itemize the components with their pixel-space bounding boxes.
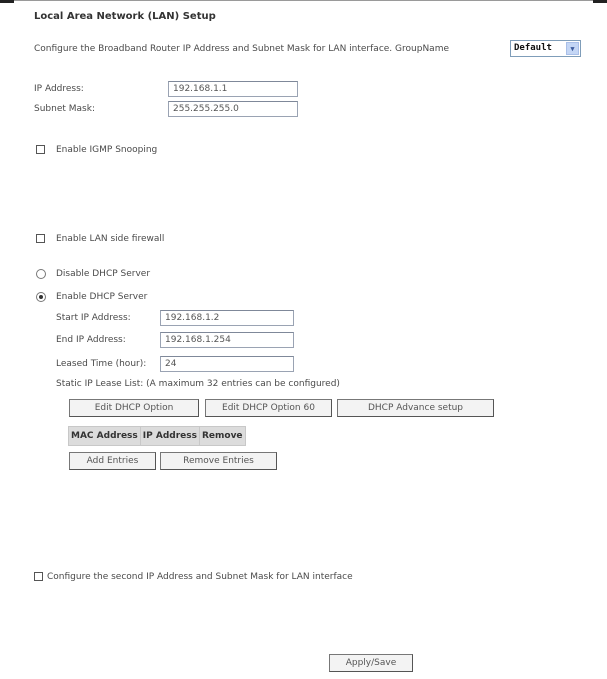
ip-address-input[interactable]: 192.168.1.1: [168, 81, 298, 97]
static-lease-text: Static IP Lease List: (A maximum 32 entries can be configured): [56, 379, 340, 389]
disable-dhcp-label: Disable DHCP Server: [56, 269, 151, 279]
leased-time-label: Leased Time (hour):: [56, 359, 147, 369]
start-ip-label: Start IP Address:: [56, 313, 131, 323]
start-ip-input[interactable]: 192.168.1.2: [160, 310, 294, 326]
group-name-value: Default: [514, 43, 552, 53]
page-description: [34, 44, 449, 54]
radio-selected-dot: [39, 295, 43, 299]
remove-entries-button[interactable]: Remove Entries: [160, 452, 277, 470]
group-name-select[interactable]: [510, 40, 581, 57]
igmp-snooping-label: Enable IGMP Snooping: [56, 145, 158, 155]
edit-dhcp-option60-button[interactable]: Edit DHCP Option 60: [205, 399, 332, 417]
second-ip-checkbox[interactable]: [34, 572, 43, 581]
end-ip-label: End IP Address:: [56, 335, 126, 345]
subnet-mask-input[interactable]: 255.255.255.0: [168, 101, 298, 117]
top-left-corner-mark: [0, 0, 14, 3]
second-ip-label: Configure the second IP Address and Subnet Mask for LAN interface: [47, 572, 353, 582]
group-name-label: GroupName: [395, 44, 449, 54]
top-divider: [0, 0, 607, 1]
add-entries-button[interactable]: Add Entries: [69, 452, 156, 470]
chevron-down-icon[interactable]: ▼: [566, 42, 579, 55]
ip-address-label: IP Address:: [34, 84, 84, 94]
lan-firewall-checkbox[interactable]: [36, 234, 45, 243]
apply-save-button[interactable]: Apply/Save: [329, 654, 413, 672]
remove-header: Remove: [200, 427, 245, 445]
static-lease-table: [68, 426, 246, 446]
ip-address-header: IP Address: [141, 427, 199, 445]
page-title: Local Area Network (LAN) Setup: [34, 11, 216, 22]
end-ip-input[interactable]: 192.168.1.254: [160, 332, 294, 348]
mac-address-header: MAC Address: [69, 427, 140, 445]
description-text: Configure the Broadband Router IP Address and Subnet Mask for LAN interface.: [34, 44, 393, 54]
enable-dhcp-label: Enable DHCP Server: [56, 292, 148, 302]
leased-time-input[interactable]: 24: [160, 356, 294, 372]
edit-dhcp-option-button[interactable]: Edit DHCP Option: [69, 399, 199, 417]
top-right-corner-mark: [593, 0, 607, 3]
igmp-snooping-checkbox[interactable]: [36, 145, 45, 154]
enable-dhcp-radio[interactable]: [36, 292, 46, 302]
lan-firewall-label: Enable LAN side firewall: [56, 234, 165, 244]
subnet-mask-label: Subnet Mask:: [34, 104, 95, 114]
disable-dhcp-radio[interactable]: [36, 269, 46, 279]
table-header-row: [69, 427, 245, 445]
dhcp-advance-setup-button[interactable]: DHCP Advance setup: [337, 399, 494, 417]
